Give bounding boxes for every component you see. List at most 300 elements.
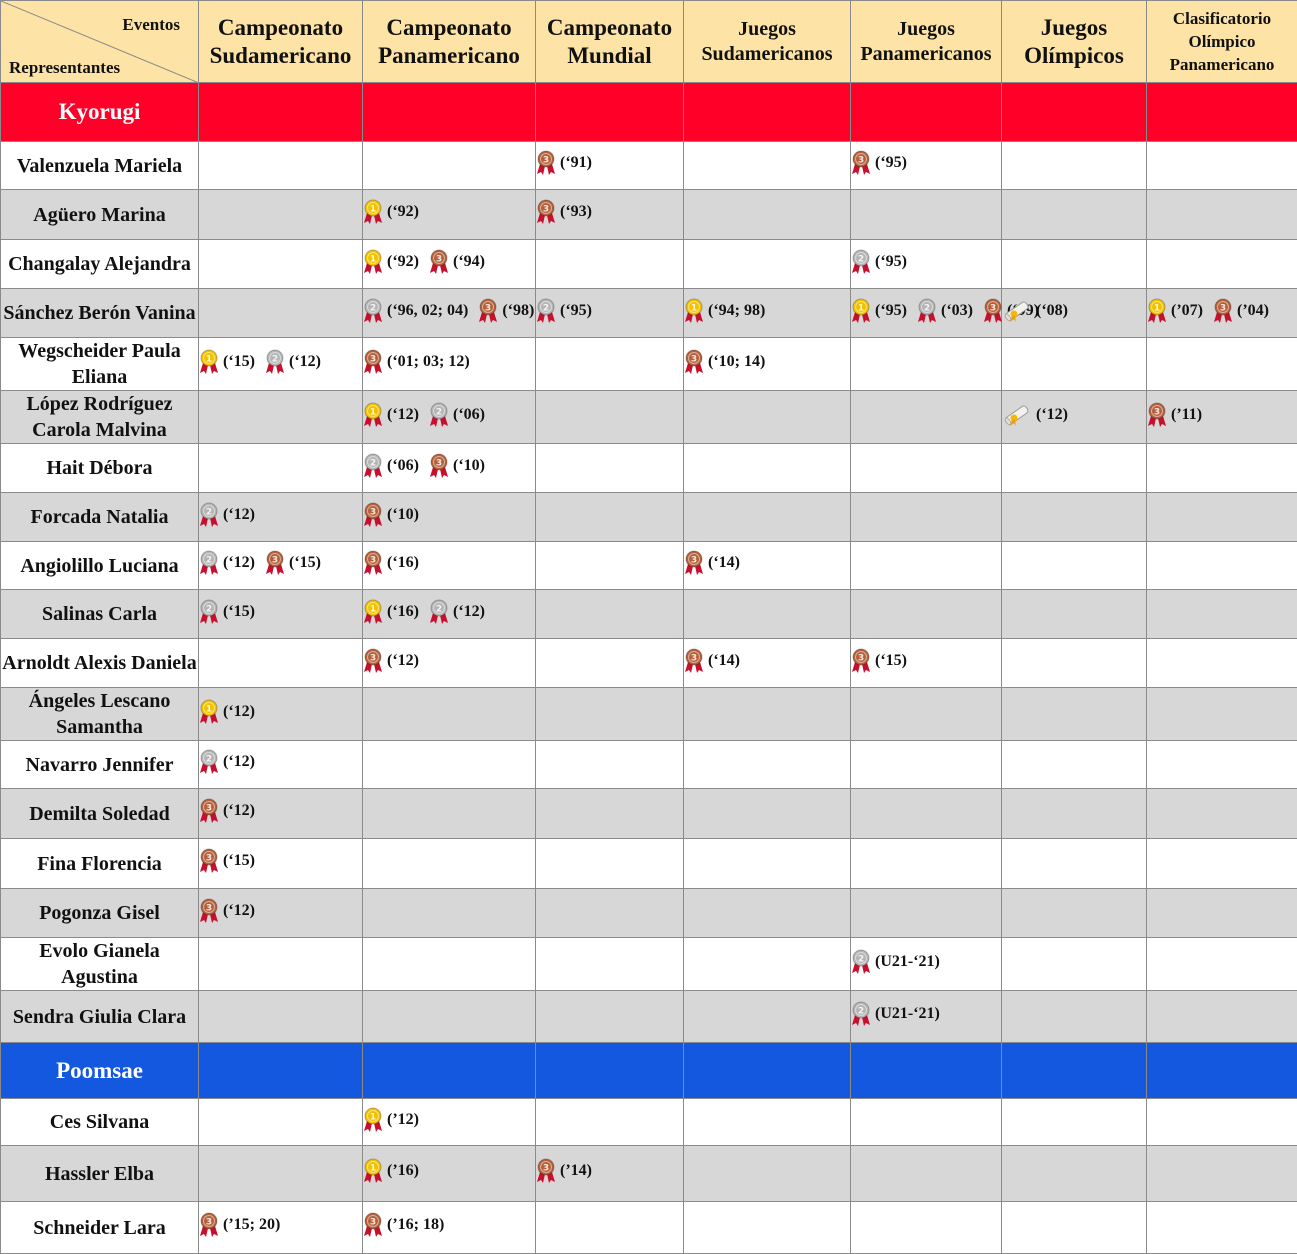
medal-year: (‘94) (453, 253, 485, 271)
bronze-medal-icon (1213, 298, 1233, 324)
medal-cell (1147, 190, 1297, 240)
silver-medal-icon (199, 749, 219, 775)
medal-cell (684, 1099, 851, 1146)
athlete-row (1, 190, 1297, 240)
athlete-name: Hassler Elba (1, 1146, 199, 1202)
section-fill-cell (536, 83, 684, 142)
svg-text:3: 3 (370, 354, 376, 364)
medal-cell (363, 142, 536, 190)
athlete-row (1, 1202, 1297, 1254)
silver-medal-icon (429, 599, 449, 625)
svg-text:1: 1 (370, 205, 376, 215)
medal-year: (‘15) (223, 603, 255, 621)
medal-entry (199, 848, 255, 874)
gold-medal-icon (363, 402, 383, 428)
medal-cell (851, 991, 1002, 1043)
section-fill-cell (199, 83, 363, 142)
medal-entry (851, 298, 907, 324)
medal-cell (684, 338, 851, 391)
athlete-row (1, 590, 1297, 639)
medal-entry (199, 699, 255, 725)
svg-text:2: 2 (436, 604, 442, 614)
medal-cell (199, 1146, 363, 1202)
medal-cell (199, 991, 363, 1043)
silver-medal-icon (851, 249, 871, 275)
svg-text:1: 1 (370, 407, 376, 417)
svg-text:3: 3 (485, 303, 491, 313)
svg-text:1: 1 (691, 303, 697, 313)
svg-text:3: 3 (206, 903, 212, 913)
medal-year: (‘12) (223, 802, 255, 820)
medal-cell (851, 1202, 1002, 1254)
athlete-name: Sendra Giulia Clara (1, 991, 199, 1043)
athlete-name: Angiolillo Luciana (1, 542, 199, 590)
medal-cell (851, 839, 1002, 889)
medal-entry (536, 150, 592, 176)
medal-cell (363, 938, 536, 991)
medal-year: (‘95) (875, 302, 907, 320)
athlete-name: Fina Florencia (1, 839, 199, 889)
medal-cell (536, 190, 684, 240)
svg-text:1: 1 (370, 254, 376, 264)
medal-year: (‘16) (387, 554, 419, 572)
medal-year: (‘15) (875, 652, 907, 670)
medal-cell (536, 1099, 684, 1146)
medal-cell (851, 590, 1002, 639)
medal-cell (363, 1099, 536, 1146)
medal-entry (199, 599, 255, 625)
medal-cell (684, 938, 851, 991)
medal-entry (199, 502, 255, 528)
medal-year: (‘12) (289, 353, 321, 371)
medal-entry (363, 550, 419, 576)
medal-entry (851, 1001, 940, 1027)
medal-cell (536, 590, 684, 639)
medal-cell (851, 1099, 1002, 1146)
athlete-row (1, 240, 1297, 289)
gold-medal-icon (363, 199, 383, 225)
medal-cell (1002, 1202, 1147, 1254)
medal-cell (1002, 1099, 1147, 1146)
athlete-row (1, 444, 1297, 493)
medal-year: (‘06) (453, 406, 485, 424)
section-fill-cell (1002, 1043, 1147, 1099)
svg-text:3: 3 (1220, 303, 1226, 313)
svg-text:2: 2 (436, 407, 442, 417)
svg-text:3: 3 (370, 1218, 376, 1228)
medal-cell (536, 789, 684, 839)
medal-cell (851, 444, 1002, 493)
header-row (1, 1, 1297, 83)
medal-year: (‘10; 14) (708, 353, 765, 371)
table-body (1, 83, 1297, 1254)
medal-year: (‘06) (387, 457, 419, 475)
medal-cell (684, 590, 851, 639)
medal-cell (363, 688, 536, 741)
bronze-medal-icon (536, 1158, 556, 1184)
medal-year: (‘01; 03; 12) (387, 353, 470, 371)
athlete-row (1, 391, 1297, 444)
medal-cell (1002, 142, 1147, 190)
medal-cell (1002, 289, 1147, 338)
silver-medal-icon (199, 550, 219, 576)
silver-medal-icon (199, 599, 219, 625)
medal-cell (684, 240, 851, 289)
medal-year: (‘12) (223, 753, 255, 771)
bronze-medal-icon (199, 898, 219, 924)
bronze-medal-icon (851, 150, 871, 176)
medal-entry (851, 150, 907, 176)
athlete-name: Sánchez Berón Vanina (1, 289, 199, 338)
medal-entry (1002, 402, 1068, 428)
medal-cell (1002, 688, 1147, 741)
bronze-medal-icon (536, 150, 556, 176)
medal-cell (1002, 938, 1147, 991)
medal-cell (363, 190, 536, 240)
medal-cell (851, 938, 1002, 991)
svg-text:2: 2 (858, 954, 864, 964)
medal-cell (1002, 493, 1147, 542)
medal-cell (684, 444, 851, 493)
medal-cell (684, 639, 851, 688)
svg-text:3: 3 (370, 653, 376, 663)
medal-cell (363, 789, 536, 839)
section-fill-cell (536, 1043, 684, 1099)
silver-medal-icon (429, 402, 449, 428)
medal-year: (’11) (1171, 406, 1202, 424)
bronze-medal-icon (684, 550, 704, 576)
medal-cell (363, 639, 536, 688)
silver-medal-icon (536, 298, 556, 324)
athlete-row (1, 789, 1297, 839)
medal-entry (363, 453, 419, 479)
medal-entry (363, 199, 419, 225)
medal-year: (‘12) (1036, 406, 1068, 424)
medal-cell (1147, 142, 1297, 190)
medal-cell (851, 741, 1002, 789)
medal-cell (199, 493, 363, 542)
medal-year: (‘14) (708, 554, 740, 572)
medal-cell (1002, 789, 1147, 839)
medal-entry (199, 798, 255, 824)
athlete-row (1, 338, 1297, 391)
svg-text:2: 2 (206, 604, 212, 614)
medal-entry (1213, 298, 1269, 324)
medal-cell (199, 190, 363, 240)
svg-text:1: 1 (206, 704, 212, 714)
medal-year: (‘92) (387, 253, 419, 271)
medal-cell (1147, 839, 1297, 889)
medal-cell (851, 338, 1002, 391)
svg-text:3: 3 (543, 1164, 549, 1174)
medal-entry (429, 453, 485, 479)
athlete-name: López Rodríguez Carola Malvina (1, 391, 199, 444)
medal-cell (1002, 391, 1147, 444)
medal-cell (1002, 190, 1147, 240)
medal-year: (‘12) (387, 652, 419, 670)
medal-entry (429, 599, 485, 625)
bronze-medal-icon (363, 502, 383, 528)
medal-year: (‘95) (875, 154, 907, 172)
medal-cell (199, 789, 363, 839)
medal-entry (429, 249, 485, 275)
gold-medal-icon (363, 1158, 383, 1184)
gold-medal-icon (363, 1107, 383, 1133)
athlete-row (1, 542, 1297, 590)
section-fill-cell (1147, 1043, 1297, 1099)
medal-cell (363, 991, 536, 1043)
section-fill-cell (851, 83, 1002, 142)
medal-year: (‘15) (223, 852, 255, 870)
section-row-kyorugi (1, 83, 1297, 142)
svg-text:1: 1 (858, 303, 864, 313)
medal-cell (199, 542, 363, 590)
section-fill-cell (684, 1043, 851, 1099)
medal-cell (199, 1202, 363, 1254)
medal-cell (536, 444, 684, 493)
medal-year: (‘14) (708, 652, 740, 670)
medal-year: (’07) (1171, 302, 1203, 320)
medal-entry (536, 1158, 592, 1184)
medal-entry (429, 402, 485, 428)
svg-text:2: 2 (206, 507, 212, 517)
section-fill-cell (363, 1043, 536, 1099)
medal-year: (‘10) (387, 506, 419, 524)
medal-year: (U21-‘21) (875, 1005, 940, 1023)
medal-cell (363, 1202, 536, 1254)
medal-cell (851, 142, 1002, 190)
medal-cell (684, 789, 851, 839)
medal-cell (363, 590, 536, 639)
bronze-medal-icon (265, 550, 285, 576)
gold-medal-icon (363, 599, 383, 625)
medal-cell (1147, 789, 1297, 839)
athlete-row (1, 839, 1297, 889)
svg-text:3: 3 (272, 556, 278, 566)
medal-cell (363, 1146, 536, 1202)
svg-text:1: 1 (206, 354, 212, 364)
medal-year: (‘93) (560, 203, 592, 221)
svg-text:1: 1 (1154, 303, 1160, 313)
section-title-cell (1, 83, 199, 142)
medal-cell (363, 839, 536, 889)
gold-medal-icon (199, 349, 219, 375)
medal-entry (536, 298, 592, 324)
section-fill-cell (684, 83, 851, 142)
athlete-row (1, 688, 1297, 741)
medal-cell (1147, 493, 1297, 542)
section-title: Kyorugi (1, 99, 198, 125)
athlete-row (1, 991, 1297, 1043)
corner-events-label: Eventos (122, 15, 180, 35)
section-fill-cell (199, 1043, 363, 1099)
medal-cell (684, 190, 851, 240)
medal-cell (1147, 444, 1297, 493)
athlete-row (1, 741, 1297, 789)
medal-year: (’04) (1237, 302, 1269, 320)
silver-medal-icon (363, 298, 383, 324)
medal-cell (851, 493, 1002, 542)
medal-cell (199, 741, 363, 789)
medal-cell (1002, 542, 1147, 590)
medal-cell (1147, 391, 1297, 444)
medal-cell (536, 542, 684, 590)
medal-cell (851, 789, 1002, 839)
medal-cell (1002, 741, 1147, 789)
medal-cell (1147, 889, 1297, 938)
bronze-medal-icon (363, 648, 383, 674)
medal-cell (1147, 938, 1297, 991)
medal-cell (536, 889, 684, 938)
medal-entry (199, 349, 255, 375)
bronze-medal-icon (1147, 402, 1167, 428)
medal-cell (199, 338, 363, 391)
athlete-row (1, 639, 1297, 688)
medal-year: (‘95) (875, 253, 907, 271)
medal-cell (684, 741, 851, 789)
medal-cell (199, 289, 363, 338)
section-title-cell (1, 1043, 199, 1099)
silver-medal-icon (851, 949, 871, 975)
medal-cell (363, 338, 536, 391)
medal-year: (‘91) (560, 154, 592, 172)
medal-year: (’16) (387, 1162, 419, 1180)
medal-cell (536, 338, 684, 391)
medal-entry (265, 550, 321, 576)
medal-year: (‘15) (289, 554, 321, 572)
medal-cell (684, 289, 851, 338)
athlete-name: Valenzuela Mariela (1, 142, 199, 190)
silver-medal-icon (851, 1001, 871, 1027)
silver-medal-icon (199, 502, 219, 528)
bronze-medal-icon (363, 550, 383, 576)
silver-medal-icon (363, 453, 383, 479)
bronze-medal-icon (684, 349, 704, 375)
medal-cell (1147, 1202, 1297, 1254)
medal-entry (363, 349, 470, 375)
diploma-icon (1002, 402, 1032, 428)
medal-cell (536, 639, 684, 688)
medal-cell (851, 542, 1002, 590)
svg-text:2: 2 (370, 458, 376, 468)
medal-cell (684, 493, 851, 542)
bronze-medal-icon (983, 298, 1003, 324)
svg-text:2: 2 (543, 303, 549, 313)
svg-text:3: 3 (206, 1218, 212, 1228)
medal-cell (199, 391, 363, 444)
athlete-name: Changalay Alejandra (1, 240, 199, 289)
medal-cell (684, 142, 851, 190)
medal-year: (’14) (560, 1162, 592, 1180)
medal-cell (363, 542, 536, 590)
medal-year: (’16; 18) (387, 1216, 444, 1234)
medal-year: (‘95) (560, 302, 592, 320)
medal-cell (684, 391, 851, 444)
svg-text:1: 1 (370, 604, 376, 614)
medal-cell (199, 142, 363, 190)
medal-year: (‘03) (941, 302, 973, 320)
svg-text:2: 2 (206, 556, 212, 566)
medal-year: (‘12) (223, 902, 255, 920)
medal-cell (363, 289, 536, 338)
bronze-medal-icon (363, 1212, 383, 1238)
medal-entry (363, 599, 419, 625)
medal-cell (1002, 338, 1147, 391)
medal-cell (363, 493, 536, 542)
medal-entry (363, 1212, 444, 1238)
svg-text:2: 2 (206, 755, 212, 765)
medal-cell (363, 741, 536, 789)
medal-cell (1147, 1099, 1297, 1146)
medal-cell (851, 391, 1002, 444)
athlete-row (1, 289, 1297, 338)
medal-cell (1147, 688, 1297, 741)
medal-cell (851, 889, 1002, 938)
medal-year: (‘96, 02; 04) (387, 302, 468, 320)
section-fill-cell (1147, 83, 1297, 142)
athlete-row (1, 1099, 1297, 1146)
bronze-medal-icon (429, 453, 449, 479)
svg-text:3: 3 (858, 156, 864, 166)
medal-entry (917, 298, 973, 324)
medal-cell (684, 1202, 851, 1254)
bronze-medal-icon (429, 249, 449, 275)
medal-cell (536, 493, 684, 542)
medal-cell (1002, 444, 1147, 493)
medal-cell (1147, 240, 1297, 289)
svg-text:1: 1 (370, 1112, 376, 1122)
athlete-name: Demilta Soledad (1, 789, 199, 839)
svg-text:3: 3 (691, 556, 697, 566)
medal-cell (1147, 639, 1297, 688)
svg-text:2: 2 (370, 303, 376, 313)
medal-cell (199, 590, 363, 639)
medal-year: (‘16) (387, 603, 419, 621)
gold-medal-icon (851, 298, 871, 324)
medal-cell (199, 688, 363, 741)
svg-text:2: 2 (858, 1007, 864, 1017)
medal-cell (536, 1146, 684, 1202)
medal-entry (1002, 298, 1068, 324)
column-header-juegos-sudamericanos: Juegos Sudamericanos (684, 1, 851, 83)
medal-cell (536, 991, 684, 1043)
bronze-medal-icon (851, 648, 871, 674)
gold-medal-icon (1147, 298, 1167, 324)
medal-year: (‘12) (223, 506, 255, 524)
medal-cell (536, 142, 684, 190)
gold-medal-icon (199, 699, 219, 725)
medal-year: (‘08) (1036, 302, 1068, 320)
medal-cell (1147, 289, 1297, 338)
medal-entry (363, 502, 419, 528)
medal-entry (363, 648, 419, 674)
medal-cell (199, 444, 363, 493)
medal-cell (1147, 991, 1297, 1043)
medal-cell (1002, 991, 1147, 1043)
athlete-row (1, 493, 1297, 542)
medal-entry (851, 949, 940, 975)
svg-text:2: 2 (924, 303, 930, 313)
medal-cell (536, 938, 684, 991)
medal-entry (478, 298, 534, 324)
medal-cell (536, 289, 684, 338)
medal-cell (363, 240, 536, 289)
medal-entry (536, 199, 592, 225)
medal-year: (‘12) (223, 703, 255, 721)
athlete-name: Evolo Gianela Agustina (1, 938, 199, 991)
svg-text:3: 3 (543, 205, 549, 215)
medal-entry (684, 648, 740, 674)
